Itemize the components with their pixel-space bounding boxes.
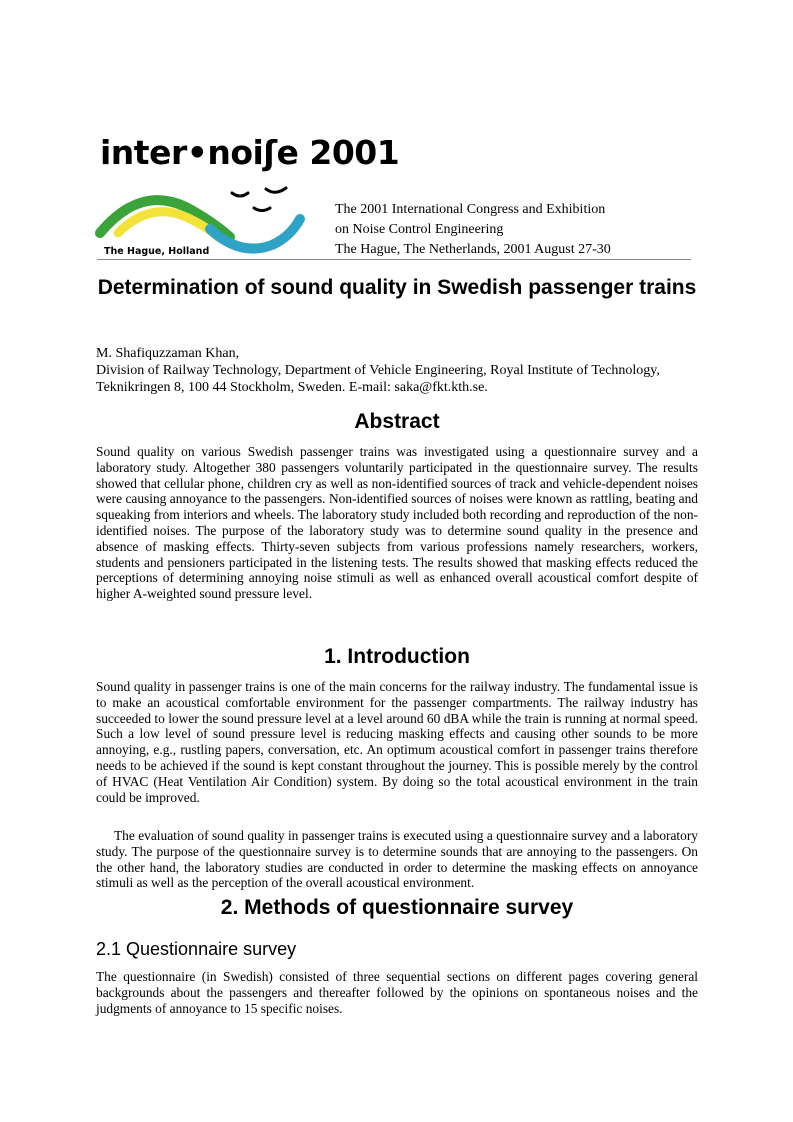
abstract-text: Sound quality on various Swedish passenger trains was investigated using a questionnaire survey and a laboratory study. Altogether 380 passengers voluntarily participated in the questionnaire survey. The results showed that cellular phone, children cry as well as non-identified sources of track and vehicle-dependent noises were causing annoyance to the passengers. Non-identified sources of noises were known as rattling, beating and squeaking from interiors and wheels. The laboratory study included both recording and reproduction of the non-identified noises. The purpose of the laboratory study was to determine sound quality in the presence and absence of masking effects. Thirty-seven subjects from various professions namely researchers, workers, students and pensioners participated in the listening tests. The results showed that masking effects reduced the perceptions of determining annoying noise stimuli as well as enhanced overall acoustical comfort despite of higher A-weighted sound pressure level.: [96, 444, 698, 602]
author-name: M. Shafiquzzaman Khan,: [96, 346, 240, 361]
author-block: [96, 345, 698, 396]
conference-line: on Noise Control Engineering: [335, 222, 504, 237]
paper-title: Determination of sound quality in Swedish passenger trains: [97, 276, 697, 299]
subsection-heading: 2.1 Questionnaire survey: [96, 939, 297, 959]
logo-blue-wave: [210, 219, 300, 249]
abstract-heading: Abstract: [354, 410, 440, 433]
header-divider: [97, 259, 691, 260]
conference-line: The Hague, The Netherlands, 2001 August 27-30: [335, 242, 611, 257]
logo-smile-mark: [232, 193, 248, 196]
conference-line: The 2001 International Congress and Exhibition: [335, 202, 606, 217]
logo-wordmark: inter•noiʃe 2001: [100, 133, 400, 172]
methods-paragraph: The questionnaire (in Swedish) consisted of three sequential sections on different pages covering general backgrounds about the passengers and thereafter followed by the opinions on spontaneous noises and the judgments of annoyance to 15 specific noises.: [96, 969, 698, 1016]
author-affiliation: Division of Railway Technology, Department of Vehicle Engineering, Royal Institute of Technology, Teknikringen 8, 100 44 Stockholm, Sweden. E-mail: saka@fkt.kth.se.: [96, 363, 660, 395]
section-heading-methods: 2. Methods of questionnaire survey: [220, 896, 574, 919]
conference-info: [335, 200, 611, 260]
introduction-paragraph: Sound quality in passenger trains is one of the main concerns for the railway industry. The fundamental issue is to make an acoustical comfortable environment for the passenger compartments. The railway industry has succeeded to lower the sound pressure level at a level around 60 dBA while the train is running at normal speed. Such a low level of sound pressure level is reducing masking effects and causing other sounds to be more annoying, e.g., rustling papers, conversation, etc. An optimum acoustical comfort in passenger trains therefore needs to be achieved if the sound is kept constant throughout the journey. This is possible merely by the control of HVAC (Heat Ventilation Air Condition) system. By doing so the total acoustical environment in the train could be improved.: [96, 679, 698, 805]
section-heading-introduction: 1. Introduction: [324, 645, 470, 668]
logo-smile-mark: [254, 208, 270, 211]
logo-smile-mark: [266, 188, 286, 192]
introduction-paragraph: The evaluation of sound quality in passenger trains is executed using a questionnaire survey and a laboratory study. The purpose of the questionnaire survey is to determine sounds that are annoying to the passengers. On the other hand, the laboratory studies are conducted in order to determine the masking effects on annoyance stimuli as well as the perception of the overall acoustical environment.: [96, 828, 698, 891]
logo-place-label: The Hague, Holland: [104, 246, 210, 257]
